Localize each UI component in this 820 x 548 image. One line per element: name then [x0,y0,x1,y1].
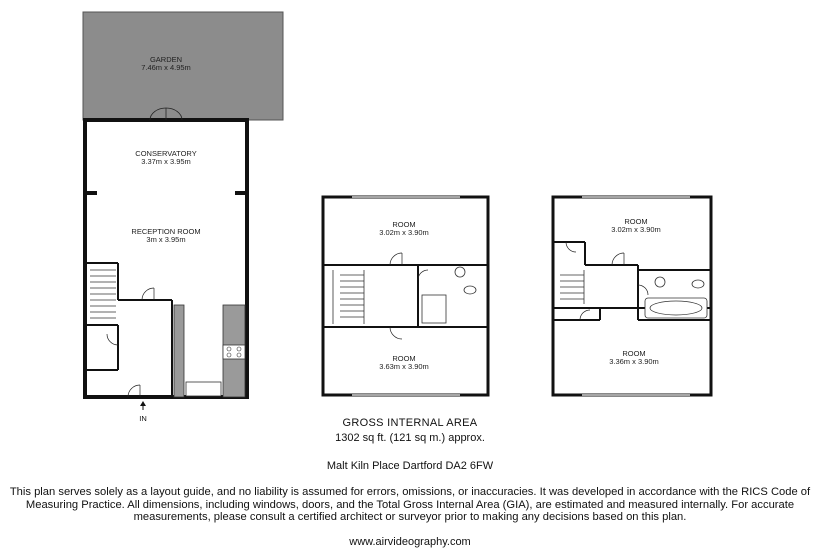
second-floor-stairs [560,270,584,304]
disclaimer-text: This plan serves solely as a layout guide, and no liability is assumed for errors, omissions, or inaccuracies. It was developed in accordance with the RICS Code of Measuring Practice. All dimensions, including windows, doors, and the Total Gross Internal Area (GIA), are estimated and measured internally. For accurate measurements, please consult a certified architect or surveyor prior to making any decisions based on this plan. [9,486,811,523]
website-url: www.airvideography.com [349,536,471,548]
conservatory-size: 3.37m x 3.95m [141,157,191,166]
f1-room-top-label: ROOM [392,220,416,229]
garden-size: 7.46m x 4.95m [141,63,191,72]
ground-floor [83,12,283,410]
reception-size: 3m x 3.95m [146,235,186,244]
f2-room-top-size: 3.02m x 3.90m [611,225,661,234]
basin-2 [655,277,665,287]
gia-value: 1302 sq ft. (121 sq m.) approx. [335,432,485,444]
kitchen-worktop-left [174,305,184,397]
reception-label: RECEPTION ROOM [131,227,201,236]
f1-room-top-size: 3.02m x 3.90m [379,228,429,237]
property-address: Malt Kiln Place Dartford DA2 6FW [326,460,494,472]
second-floor [553,197,711,395]
gia-title: GROSS INTERNAL AREA [342,417,478,429]
hob [223,345,245,359]
shower [422,295,446,323]
garden-label: GARDEN [149,55,183,64]
f2-room-bottom-size: 3.36m x 3.90m [609,357,659,366]
conservatory-label: CONSERVATORY [135,149,197,158]
f2-room-bottom-label: ROOM [622,349,646,358]
sink [186,382,221,396]
first-floor [323,197,488,395]
f1-room-bottom-size: 3.63m x 3.90m [379,362,429,371]
toilet [464,286,476,294]
f1-room-bottom-label: ROOM [392,354,416,363]
f2-room-top-label: ROOM [624,217,648,226]
entrance-label: IN [139,414,147,423]
toilet-2 [692,280,704,288]
basin [455,267,465,277]
